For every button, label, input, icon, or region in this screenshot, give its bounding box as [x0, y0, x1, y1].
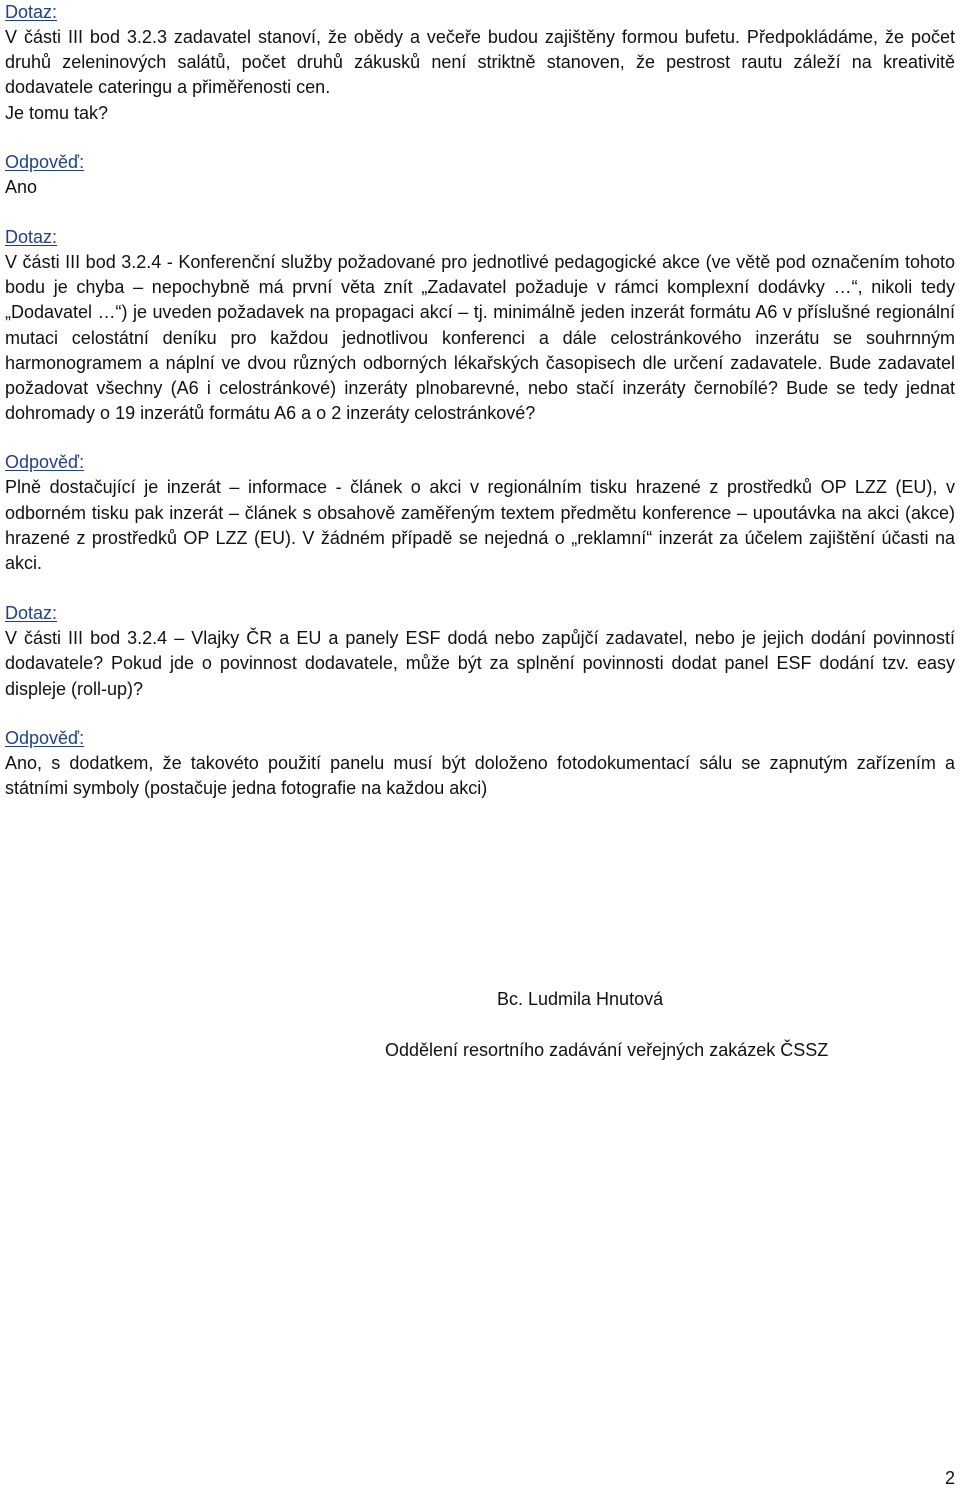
- qa-block-3: [5, 601, 955, 801]
- answer-label: Odpověď:: [5, 727, 85, 748]
- answer-text: Plně dostačující je inzerát – informace - článek o akci v regionálním tisku hrazené z prostředků OP LZZ (EU), v odborném tisku pak inzerát – článek s obsahově zaměřeným textem předmětu konference – upoutávka na akci (akce) hrazené z prostředků OP LZZ (EU). V žádném případě se nejedná o „reklamní“ inzerát za účelem zajištění účasti na akci.: [5, 477, 955, 574]
- page-number: 2: [944, 1468, 955, 1488]
- qa-block-1: [5, 0, 955, 200]
- question-label: Dotaz:: [5, 2, 58, 22]
- question-text: V části III bod 3.2.3 zadavatel stanoví, že obědy a večeře budou zajištěny formou bufetu. Předpokládáme, že počet druhů zeleninových salátů, počet druhů zákusků není striktně stanoven, že pestrost rautu záleží na kreativitě dodavatele cateringu a přiměřenosti cen.: [5, 27, 955, 98]
- signature-name: Bc. Ludmila Hnutová: [497, 989, 664, 1009]
- question-label: Dotaz:: [5, 603, 58, 624]
- answer-label: Odpověď:: [5, 151, 85, 172]
- document-body: [5, 0, 955, 801]
- question-text: V části III bod 3.2.4 – Vlajky ČR a EU a panely ESF dodá nebo zapůjčí zadavatel, nebo je jejich dodání povinností dodavatele? Pokud jde o povinnost dodavatele, může být za splnění povinnosti dodat panel ESF dodání tzv. easy displeje (roll-up)?: [5, 628, 955, 699]
- question-label: Dotaz:: [5, 227, 58, 248]
- question-text-followup: Je tomu tak?: [5, 102, 109, 123]
- answer-text: Ano: [5, 176, 38, 197]
- question-text: V části III bod 3.2.4 - Konferenční služby požadované pro jednotlivé pedagogické akce (ve větě pod označením tohoto bodu je chyba – nepochybně má první věta znít „Zadavatel požaduje v rámci komplexní dodávky …“, nikoli tedy „Dodavatel …“) je uveden požadavek na propagaci akcí – tj. minimálně jeden inzerát formátu A6 v příslušné regionální mutaci celostátní deníku pro každou jednotlivou konferenci a dále celostránkového inzerátu se souhrnným harmonogramem a náplní ve dvou různých odborných lékařských časopisech dle určení zadavatele. Bude zadavatel požadovat všechny (A6 i celostránkové) inzeráty plnobarevné, nebo stačí inzeráty černobílé? Bude se tedy jednat dohromady o 19 inzerátů formátu A6 a o 2 inzeráty celostránkové?: [5, 252, 955, 424]
- signature-department: Oddělení resortního zadávání veřejných zakázek ČSSZ: [385, 1040, 829, 1060]
- answer-label: Odpověď:: [5, 452, 85, 473]
- qa-block-2: [5, 225, 955, 576]
- answer-text: Ano, s dodatkem, že takovéto použití panelu musí být doloženo fotodokumentací sálu se zapnutým zařízením a státními symboly (postačuje jedna fotografie na každou akci): [5, 752, 955, 799]
